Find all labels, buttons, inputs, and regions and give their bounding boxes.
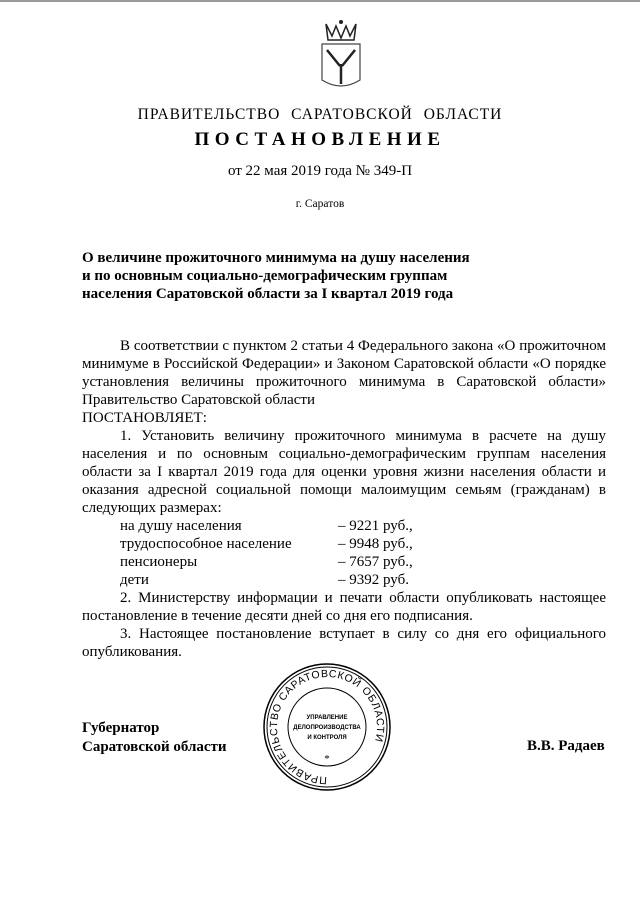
amount-value: – 9392 руб. [338,572,409,588]
date-number: от 22 мая 2019 года № 349-П [227,163,413,179]
scan-edge-line [0,0,640,2]
stamp-center-line: И КОНТРОЛЯ [307,735,347,741]
government-name: ПРАВИТЕЛЬСТВО САРАТОВСКОЙ ОБЛАСТИ [137,106,503,123]
coat-of-arms-icon [318,14,364,92]
title-line: О величине прожиточного минимума на душу населения [82,250,470,266]
preamble: В соответствии с пунктом 2 статьи 4 Федерального закона «О прожиточном минимуме в Российской Федерации» и Законом Саратовской области «О порядке установления величины прожиточного минимума в Саратовской области» Правительство Саратовской области [82,338,606,408]
position-line: Саратовской области [82,739,227,755]
signatory-name: В.В. Радаев [527,738,605,754]
title-line: и по основным социально-демографическим группам [82,268,448,284]
item-1: 1. Установить величину прожиточного минимума в расчете на душу населения и по основным социально-демографическим группам населения области за I квартал 2019 года для оценки уровня жизни населения области и оказания адресной социальной помощи малоимущим семьям (гражданам) в следующих размерах: [82,428,606,516]
city: г. Саратов [295,198,345,210]
amount-value: – 9221 руб., [338,518,413,534]
amount-row [82,517,606,535]
position-line: Губернатор [82,720,160,736]
stamp-center-line: ДЕЛОПРОИЗВОДСТВА [293,725,361,731]
amount-group: на душу населения [120,518,242,534]
item-2: 2. Министерству информации и печати области опубликовать настоящее постановление в течение десяти дней со дня его подписания. [82,590,606,624]
amount-group: пенсионеры [120,554,198,570]
star-icon: * [324,753,330,765]
document-body [82,337,606,661]
document-title [82,249,470,303]
decree-word: ПОСТАНОВЛЯЕТ: [82,410,207,426]
item-3: 3. Настоящее постановление вступает в силу со дня его официального опубликования. [82,626,606,660]
document-type: ПОСТАНОВЛЕНИЕ [194,129,446,150]
amount-group: трудоспособное население [120,536,292,552]
amount-value: – 9948 руб., [338,536,413,552]
amount-group: дети [120,572,149,588]
amount-row [82,553,606,571]
title-line: населения Саратовской области за I квартал 2019 года [82,286,454,302]
signatory-position [82,719,227,757]
amounts-list [82,517,606,589]
official-stamp [262,662,392,792]
stamp-center-line: УПРАВЛЕНИЕ [306,715,348,721]
amount-value: – 7657 руб., [338,554,413,570]
amount-row [82,535,606,553]
amount-row [82,571,606,589]
stamp-ring-text: ПРАВИТЕЛЬСТВО САРАТОВСКОЙ ОБЛАСТИ [267,667,387,787]
